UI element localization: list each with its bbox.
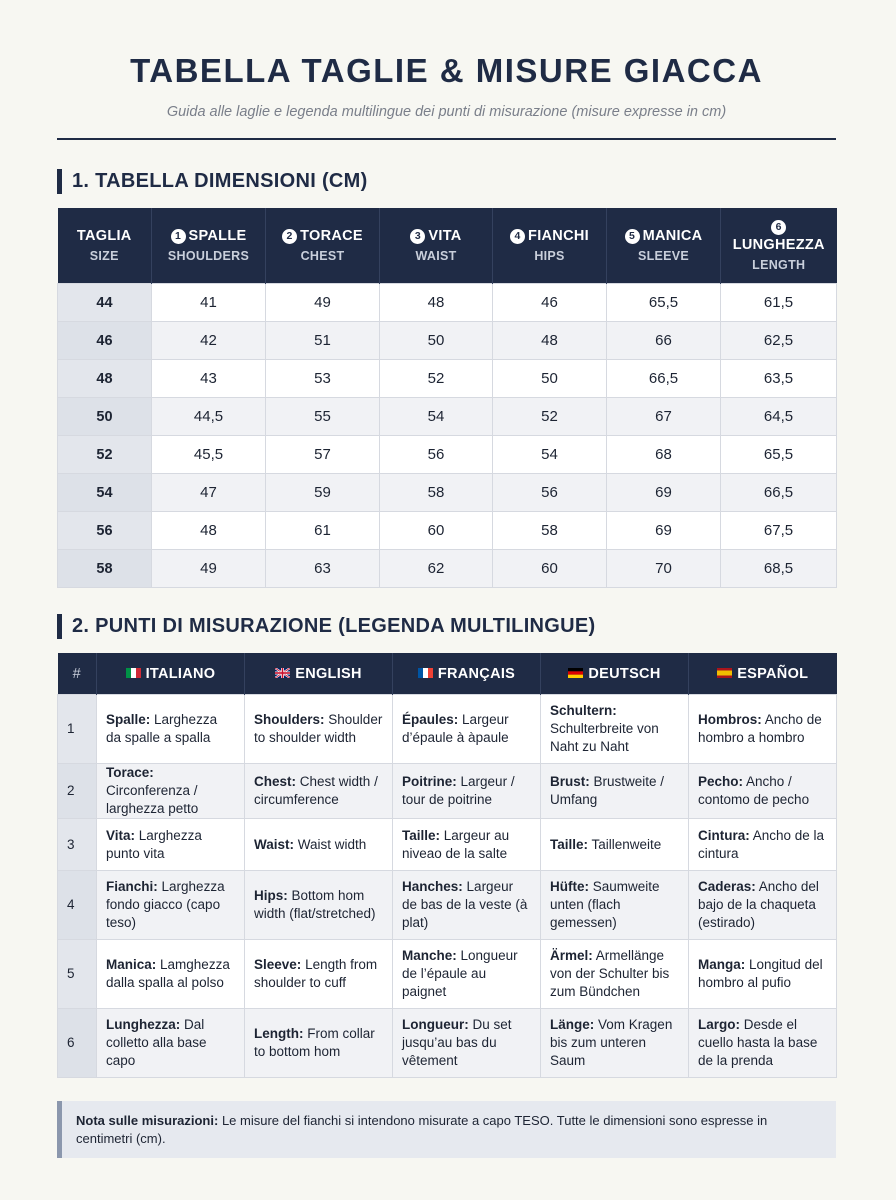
index-col-header: # xyxy=(58,653,97,695)
size-col-header xyxy=(380,208,493,284)
legend-cell xyxy=(541,819,689,871)
size-col-label-text: SPALLE xyxy=(188,228,247,244)
size-col-sublabel: HIPS xyxy=(534,249,565,263)
legend-cell xyxy=(689,940,837,1009)
term-description: Shoulder to shoulder width xyxy=(254,712,383,745)
italy-flag-icon xyxy=(126,668,141,678)
measure-cell: 68 xyxy=(607,436,721,474)
term-label: Fianchi: xyxy=(106,879,158,894)
size-col-header xyxy=(493,208,607,284)
size-label-cell: 44 xyxy=(58,284,152,322)
language-label: ESPAÑOL xyxy=(737,665,809,682)
measure-cell: 66,5 xyxy=(607,360,721,398)
page-subtitle: Guida alle laglie e legenda multilingue dei punti di misurazione (misure expresse in cm) xyxy=(166,104,727,120)
term-description: Longueur de l’épaule au paignet xyxy=(402,948,518,999)
size-col-label xyxy=(497,228,602,244)
size-col-sublabel: CHEST xyxy=(300,249,345,263)
legend-cell xyxy=(393,819,541,871)
measure-cell: 44,5 xyxy=(152,398,266,436)
size-col-header xyxy=(266,208,380,284)
term-description: Lamghezza dalla spalla al polso xyxy=(106,957,230,990)
measure-cell: 69 xyxy=(607,512,721,550)
term-description: Largeur / tour de poitrine xyxy=(402,774,515,807)
size-col-label-text: MANICA xyxy=(642,228,703,244)
legend-cell xyxy=(97,940,245,1009)
row-index: 3 xyxy=(58,819,97,871)
measure-cell: 60 xyxy=(493,550,607,588)
term-label: Ärmel: xyxy=(550,948,593,963)
table-row xyxy=(58,322,837,360)
table-row xyxy=(58,474,837,512)
measure-cell: 45,5 xyxy=(152,436,266,474)
term-label: Hanches: xyxy=(402,879,463,894)
measure-cell: 64,5 xyxy=(721,398,837,436)
measure-cell: 62 xyxy=(380,550,493,588)
size-col-header xyxy=(152,208,266,284)
measure-cell: 53 xyxy=(266,360,380,398)
legend-cell xyxy=(245,871,393,940)
language-label: ENGLISH xyxy=(295,665,362,682)
term-label: Vita: xyxy=(106,827,136,843)
table-row xyxy=(58,284,837,322)
row-index: 5 xyxy=(58,940,97,1009)
term-label: Schultern: xyxy=(550,703,617,718)
legend-cell xyxy=(689,1009,837,1078)
term-label: Poitrine: xyxy=(402,774,457,789)
term-description: Larghezza punto vita xyxy=(106,827,202,861)
size-col-label xyxy=(611,228,716,244)
language-label: DEUTSCH xyxy=(588,665,661,682)
table-row xyxy=(58,360,837,398)
size-col-label-text: LUNGHEZZA xyxy=(732,236,825,253)
size-label-cell: 48 xyxy=(58,360,152,398)
measure-cell: 48 xyxy=(380,284,493,322)
term-description: Vom Kragen bis zum unteren Saum xyxy=(550,1017,673,1068)
size-col-label-text: TAGLIA xyxy=(76,228,132,244)
size-col-label xyxy=(384,228,488,244)
term-label: Chest: xyxy=(254,774,297,789)
term-description: Bottom hom width (flat/stretched) xyxy=(254,888,376,921)
term-label: Manica: xyxy=(106,957,157,972)
term-description: Saumweite unten (flach gemessen) xyxy=(550,879,660,930)
france-flag-icon xyxy=(418,668,433,678)
size-table-body xyxy=(58,284,837,588)
size-col-label xyxy=(62,228,148,244)
row-index: 6 xyxy=(58,1009,97,1078)
legend-cell xyxy=(393,871,541,940)
measure-number-badge: 1 xyxy=(171,229,186,244)
legend-cell xyxy=(541,940,689,1009)
term-description: Desde el cuello hasta la base de la prenda xyxy=(698,1017,818,1068)
table-row xyxy=(58,1009,837,1078)
term-label: Length: xyxy=(254,1026,304,1041)
size-col-label-text: VITA xyxy=(428,228,462,244)
measure-cell: 51 xyxy=(266,322,380,360)
measure-cell: 52 xyxy=(380,360,493,398)
measure-cell: 47 xyxy=(152,474,266,512)
legend-cell xyxy=(689,695,837,764)
measure-cell: 58 xyxy=(493,512,607,550)
uk-flag-icon xyxy=(275,668,290,678)
term-label: Taille: xyxy=(402,827,441,843)
measure-cell: 65,5 xyxy=(721,436,837,474)
table-row xyxy=(58,819,837,871)
title-divider xyxy=(57,138,836,140)
measure-cell: 66,5 xyxy=(721,474,837,512)
table-row xyxy=(58,398,837,436)
legend-cell xyxy=(689,819,837,871)
term-description: Schulterbreite von Naht zu Naht xyxy=(550,721,659,754)
measure-cell: 54 xyxy=(380,398,493,436)
size-col-header xyxy=(58,208,152,284)
term-label: Pecho: xyxy=(698,774,744,789)
term-description: Ancho de la cintura xyxy=(698,827,825,861)
size-col-sublabel: SIZE xyxy=(89,249,119,263)
term-description: Chest width / circumference xyxy=(254,774,378,807)
size-col-label xyxy=(270,228,375,244)
term-description: Brustweite / Umfang xyxy=(550,774,665,807)
legend-cell xyxy=(97,1009,245,1078)
term-label: Manga: xyxy=(698,957,746,972)
measure-cell: 52 xyxy=(493,398,607,436)
term-label: Hüfte: xyxy=(550,879,589,894)
legend-table-header xyxy=(58,653,837,695)
size-label-cell: 50 xyxy=(58,398,152,436)
legend-cell xyxy=(245,1009,393,1078)
term-description: Taillenweite xyxy=(591,836,662,852)
measure-cell: 48 xyxy=(152,512,266,550)
term-description: Length from shoulder to cuff xyxy=(254,957,378,990)
table-row xyxy=(58,764,837,819)
legend-cell xyxy=(97,695,245,764)
section-title-dimensions: 1. TABELLA DIMENSIONI (CM) xyxy=(57,169,836,194)
measure-cell: 43 xyxy=(152,360,266,398)
germany-flag-icon xyxy=(568,668,583,678)
size-label-cell: 58 xyxy=(58,550,152,588)
size-label-cell: 46 xyxy=(58,322,152,360)
term-description: Circonferenza / larghezza petto xyxy=(106,783,199,816)
term-description: From collar to bottom hom xyxy=(254,1026,375,1059)
size-col-label xyxy=(725,220,833,253)
size-label-cell: 54 xyxy=(58,474,152,512)
term-label: Cintura: xyxy=(698,827,750,843)
legend-cell xyxy=(541,695,689,764)
table-row xyxy=(58,940,837,1009)
legend-table xyxy=(57,653,837,1078)
term-label: Brust: xyxy=(550,774,590,789)
measure-cell: 49 xyxy=(152,550,266,588)
term-description: Largeur au niveao de la salte xyxy=(402,827,510,861)
measure-cell: 56 xyxy=(493,474,607,512)
term-description: Waist width xyxy=(297,836,367,852)
measure-cell: 56 xyxy=(380,436,493,474)
size-label-cell: 52 xyxy=(58,436,152,474)
size-col-header xyxy=(721,208,837,284)
measurement-note xyxy=(57,1101,836,1158)
measure-number-badge: 6 xyxy=(771,220,786,235)
term-label: Shoulders: xyxy=(254,712,325,727)
measure-cell: 63,5 xyxy=(721,360,837,398)
legend-cell xyxy=(689,764,837,819)
table-row xyxy=(58,871,837,940)
measure-cell: 61 xyxy=(266,512,380,550)
size-table xyxy=(57,208,837,588)
language-col-header xyxy=(245,653,393,695)
measure-number-badge: 2 xyxy=(282,229,297,244)
table-row xyxy=(58,550,837,588)
language-label: FRANÇAIS xyxy=(437,665,516,682)
term-label: Caderas: xyxy=(698,879,756,894)
term-description: Du set jusqu’au bas du vêtement xyxy=(402,1017,512,1068)
measure-cell: 48 xyxy=(493,322,607,360)
term-label: Lunghezza: xyxy=(106,1017,181,1032)
legend-cell xyxy=(97,871,245,940)
size-col-sublabel: WAIST xyxy=(415,249,457,263)
term-description: Larghezza fondo giacco (capo teso) xyxy=(106,879,225,930)
term-description: Longitud del hombro al pufio xyxy=(698,957,823,990)
row-index: 2 xyxy=(58,764,97,819)
table-row xyxy=(58,436,837,474)
measure-cell: 59 xyxy=(266,474,380,512)
measure-cell: 70 xyxy=(607,550,721,588)
page-title: TABELLA TAGLIE & MISURE GIACCA xyxy=(130,52,763,89)
language-col-header xyxy=(689,653,837,695)
measure-cell: 60 xyxy=(380,512,493,550)
size-col-sublabel: SLEEVE xyxy=(637,249,690,263)
language-label: ITALIANO xyxy=(145,665,216,682)
measure-cell: 49 xyxy=(266,284,380,322)
term-label: Longueur: xyxy=(402,1017,469,1032)
measure-cell: 65,5 xyxy=(607,284,721,322)
size-table-header xyxy=(58,208,837,284)
term-label: Torace: xyxy=(106,765,154,780)
legend-cell xyxy=(541,1009,689,1078)
measure-cell: 41 xyxy=(152,284,266,322)
legend-cell xyxy=(97,819,245,871)
language-col-header xyxy=(541,653,689,695)
legend-cell xyxy=(393,1009,541,1078)
measure-cell: 63 xyxy=(266,550,380,588)
term-label: Épaules: xyxy=(402,712,459,727)
language-col-header xyxy=(393,653,541,695)
measure-cell: 55 xyxy=(266,398,380,436)
size-label-cell: 56 xyxy=(58,512,152,550)
legend-cell xyxy=(541,871,689,940)
term-label: Largo: xyxy=(698,1017,740,1032)
note-label: Nota sulle misurazioni: xyxy=(76,1113,219,1128)
legend-cell xyxy=(245,695,393,764)
measure-cell: 50 xyxy=(493,360,607,398)
measure-cell: 42 xyxy=(152,322,266,360)
measure-number-badge: 3 xyxy=(410,229,425,244)
term-description: Ancho del bajo de la chaqueta (estirado) xyxy=(698,879,819,930)
spain-flag-icon xyxy=(717,668,732,678)
table-row xyxy=(58,512,837,550)
term-label: Sleeve: xyxy=(254,957,302,972)
term-description: Armellänge von der Schulter bis zum Bündchen xyxy=(550,948,670,999)
measure-cell: 62,5 xyxy=(721,322,837,360)
row-index: 4 xyxy=(58,871,97,940)
measure-cell: 67,5 xyxy=(721,512,837,550)
term-description: Larghezza da spalle a spalla xyxy=(106,712,218,745)
measure-cell: 46 xyxy=(493,284,607,322)
measure-number-badge: 5 xyxy=(625,229,640,244)
measure-cell: 61,5 xyxy=(721,284,837,322)
legend-cell xyxy=(689,871,837,940)
legend-cell xyxy=(245,940,393,1009)
term-description: Largeur d’épaule à àpaule xyxy=(402,712,509,745)
legend-cell xyxy=(541,764,689,819)
measure-cell: 67 xyxy=(607,398,721,436)
term-label: Hips: xyxy=(254,888,288,903)
language-col-header xyxy=(97,653,245,695)
term-label: Taille: xyxy=(550,836,589,852)
size-col-sublabel: LENGTH xyxy=(752,257,806,272)
legend-cell xyxy=(97,764,245,819)
term-label: Waist: xyxy=(254,836,294,852)
term-description: Largeur de bas de la veste (à plat) xyxy=(402,879,528,930)
row-index: 1 xyxy=(58,695,97,764)
term-label: Spalle: xyxy=(106,712,151,727)
term-description: Dal colletto alla base capo xyxy=(106,1017,207,1068)
term-description: Ancho / contomo de pecho xyxy=(698,774,810,807)
term-description: Ancho de hombro a hombro xyxy=(698,712,822,745)
note-text: Le misure del fianchi si intendono misurate a capo TESO. Tutte le dimensioni sono espresse in centimetri (cm). xyxy=(76,1113,768,1146)
measure-cell: 68,5 xyxy=(721,550,837,588)
measure-cell: 57 xyxy=(266,436,380,474)
size-col-label-text: TORACE xyxy=(300,228,363,244)
size-col-sublabel: SHOULDERS xyxy=(167,249,250,263)
size-col-label xyxy=(156,228,261,244)
legend-cell xyxy=(245,764,393,819)
measure-cell: 50 xyxy=(380,322,493,360)
measure-cell: 54 xyxy=(493,436,607,474)
term-label: Hombros: xyxy=(698,712,762,727)
legend-cell xyxy=(245,819,393,871)
term-label: Länge: xyxy=(550,1017,595,1032)
legend-cell xyxy=(393,695,541,764)
table-row xyxy=(58,695,837,764)
legend-table-body xyxy=(58,695,837,1078)
legend-cell xyxy=(393,940,541,1009)
measure-cell: 58 xyxy=(380,474,493,512)
term-label: Manche: xyxy=(402,948,457,963)
size-col-label-text: FIANCHI xyxy=(528,228,589,244)
measure-number-badge: 4 xyxy=(510,229,525,244)
size-col-header xyxy=(607,208,721,284)
legend-cell xyxy=(393,764,541,819)
section-title-legend: 2. PUNTI DI MISURAZIONE (LEGENDA MULTILINGUE) xyxy=(57,614,836,639)
measure-cell: 66 xyxy=(607,322,721,360)
measure-cell: 69 xyxy=(607,474,721,512)
